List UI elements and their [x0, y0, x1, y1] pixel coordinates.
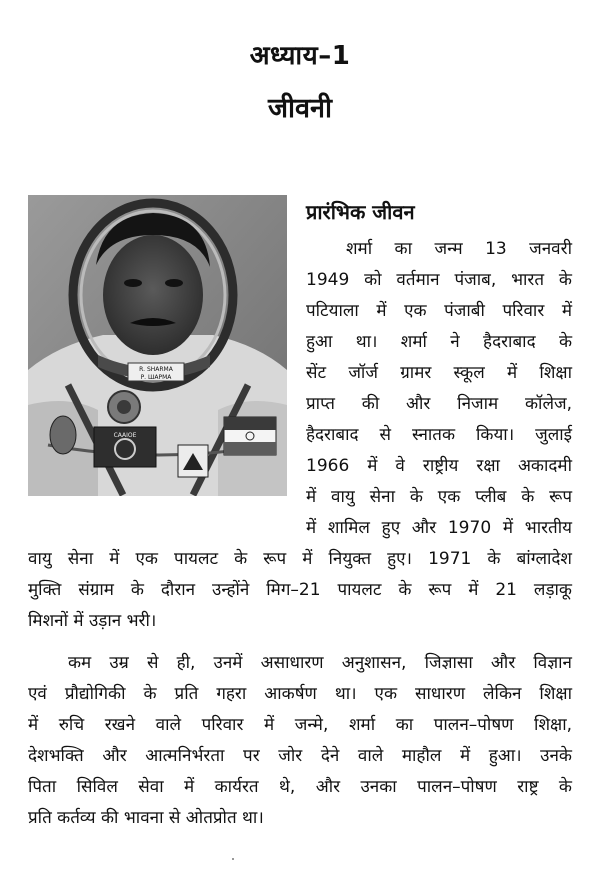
- para1-line-3: पटियाला में एक पंजाबी परिवार में: [306, 301, 572, 321]
- para2-line-5: पिता सिविल सेवा में कार्यरत थे, और उनका पालन–पोषण राष्ट्र के: [28, 777, 572, 797]
- para1-line-4: हुआ था। शर्मा ने हैदराबाद के: [306, 332, 572, 352]
- para1-full-line-1: वायु सेना में एक पायलट के रूप में नियुक्त हुए। 1971 के बांग्लादेश: [28, 549, 572, 569]
- para2-line-6: प्रति कर्तव्य की भावना से ओतप्रोत था।: [28, 808, 264, 828]
- para1-line-9: में वायु सेना के एक प्लीब के रूप: [306, 487, 572, 507]
- para1-full-line-2: मुक्ति संग्राम के दौरान उन्होंने मिग–21 पायलट के रूप में 21 लड़ाकू: [28, 580, 572, 600]
- section-heading: प्रारंभिक जीवन: [306, 200, 415, 224]
- name-patch-cyrillic: Р. ШАРМА: [140, 374, 172, 381]
- name-patch-latin: R. SHARMA: [139, 366, 173, 373]
- astronaut-photo: [28, 195, 287, 496]
- para1-line-1: शर्मा का जन्म 13 जनवरी: [346, 239, 572, 259]
- para2-line-2: एवं प्रौद्योगिकी के प्रति गहरा आकर्षण था। एक साधारण लेकिन शिक्षा: [28, 684, 572, 704]
- para1-full-line-3: मिशनों में उड़ान भरी।: [28, 611, 157, 631]
- para1-line-8: 1966 में वे राष्ट्रीय रक्षा अकादमी: [306, 456, 572, 476]
- para2-line-1: कम उम्र से ही, उनमें असाधारण अनुशासन, जिज्ञासा और विज्ञान: [68, 653, 572, 673]
- mission-patch-text: CAAIOE: [113, 432, 137, 439]
- print-speck: [232, 858, 234, 860]
- para1-line-5: सेंट जॉर्ज ग्रामर स्कूल में शिक्षा: [306, 363, 572, 383]
- para2-line-3: में रुचि रखने वाले परिवार में जन्मे, शर्मा का पालन–पोषण शिक्षा,: [28, 715, 572, 735]
- para1-line-10: में शामिल हुए और 1970 में भारतीय: [306, 518, 572, 538]
- para1-line-6: प्राप्त की और निजाम कॉलेज,: [306, 394, 572, 414]
- para1-line-7: हैदराबाद से स्नातक किया। जुलाई: [306, 425, 572, 445]
- para2-line-4: देशभक्ति और आत्मनिर्भरता पर जोर देने वाले माहौल में हुआ। उनके: [28, 746, 572, 766]
- chapter-number: अध्याय–1: [249, 41, 351, 71]
- para1-line-2: 1949 को वर्तमान पंजाब, भारत के: [306, 270, 572, 290]
- chapter-title: जीवनी: [267, 93, 333, 124]
